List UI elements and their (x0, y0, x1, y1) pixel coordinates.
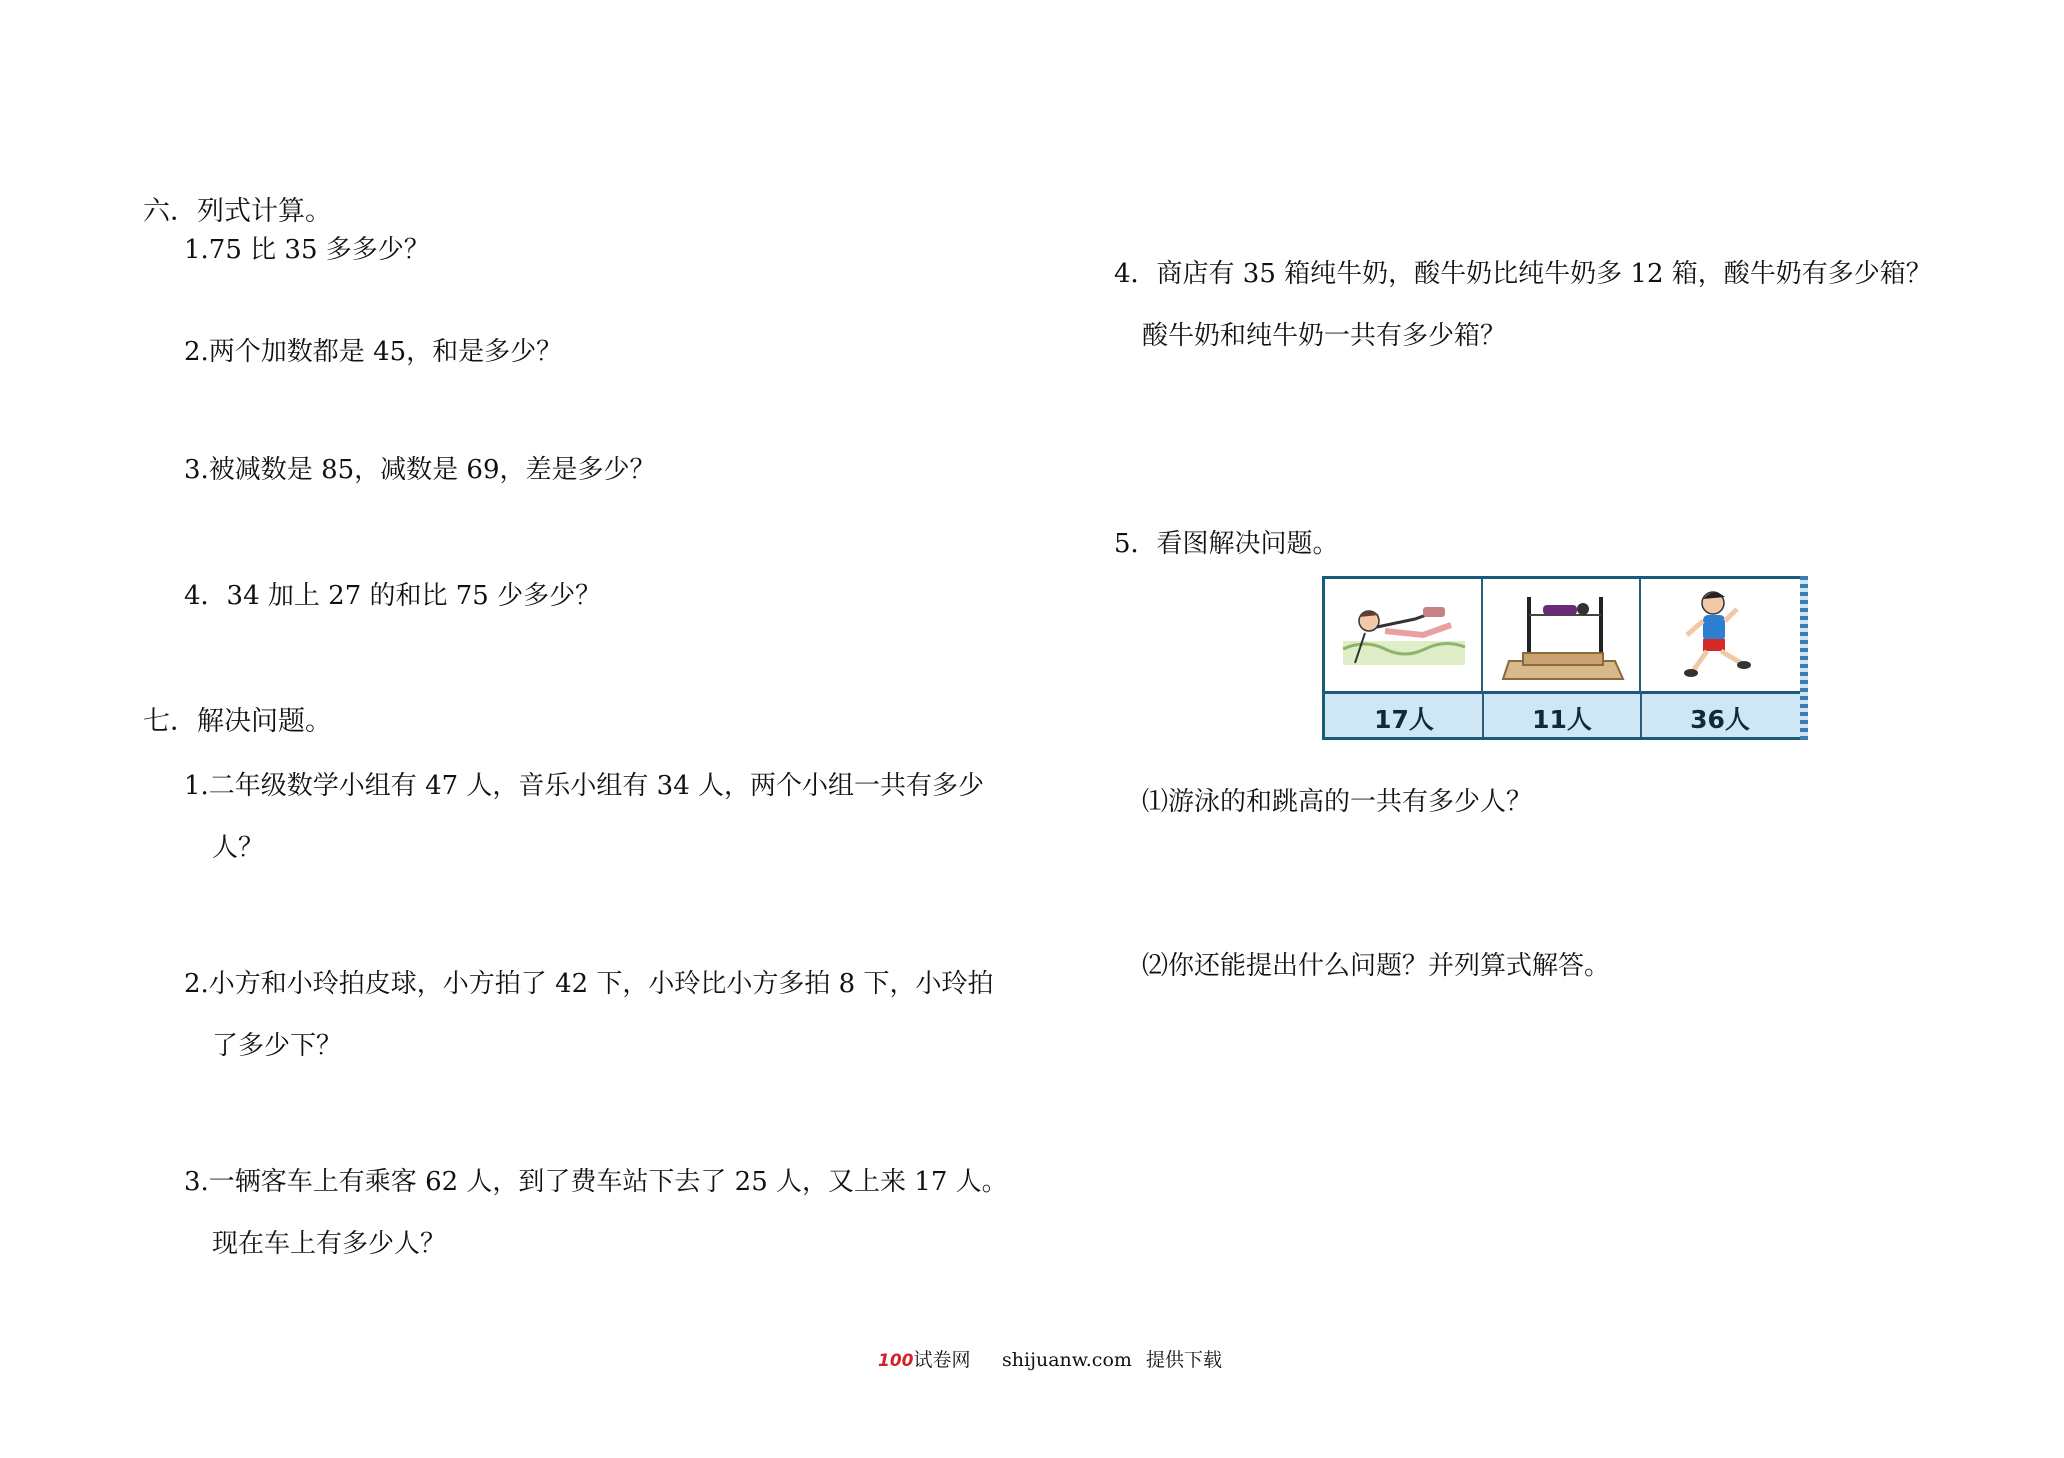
swimmer-icon (1325, 579, 1483, 691)
count-divider (1640, 691, 1642, 737)
section-7-title: 七．解决问题。 (143, 706, 332, 737)
question-6-1: 1.75 比 35 多多少？ (184, 235, 430, 265)
count-high-jump: 11人 (1532, 705, 1592, 734)
question-4-line-2: 酸牛奶和纯牛奶一共有多少箱？ (1142, 321, 1507, 351)
figure-cell-high-jump (1483, 579, 1641, 691)
figure-edge-strip (1800, 576, 1808, 740)
footer-site[interactable]: shijuanw.com (1002, 1349, 1132, 1371)
question-7-1-line-2: 人？ (212, 833, 265, 863)
question-7-2-line-1: 2.小方和小玲拍皮球，小方拍了 42 下，小玲比小方多拍 8 下，小玲拍 (184, 969, 994, 999)
question-5-title: 5．看图解决问题。 (1114, 529, 1339, 559)
footer-logo (878, 1348, 971, 1373)
figure-cell-running (1641, 579, 1799, 691)
count-swimming: 17人 (1374, 705, 1434, 734)
logo-number: 100 (878, 1351, 914, 1371)
question-6-3: 3.被减数是 85，减数是 69，差是多少？ (184, 455, 656, 485)
footer-note: 提供下载 (1146, 1349, 1223, 1371)
figure-cell-swimming (1325, 579, 1483, 691)
logo-text: 试卷网 (913, 1349, 971, 1371)
high-jump-icon (1483, 579, 1641, 691)
question-4-line-1: 4．商店有 35 箱纯牛奶，酸牛奶比纯牛奶多 12 箱，酸牛奶有多少箱？ (1114, 259, 1932, 289)
question-5-1: ⑴游泳的和跳高的一共有多少人？ (1142, 787, 1533, 817)
question-5-2: ⑵你还能提出什么问题？并列算式解答。 (1142, 951, 1611, 981)
question-7-1-line-1: 1.二年级数学小组有 47 人，音乐小组有 34 人，两个小组一共有多少 (184, 771, 985, 801)
runner-icon (1641, 579, 1799, 691)
question-6-2: 2.两个加数都是 45，和是多少？ (184, 337, 563, 367)
figure-count-row (1325, 691, 1801, 737)
question-7-3-line-2: 现在车上有多少人？ (212, 1229, 447, 1259)
section-6-title: 六．列式计算。 (143, 196, 332, 227)
count-divider (1482, 691, 1484, 737)
question-7-2-line-2: 了多少下？ (212, 1031, 343, 1061)
sports-figure-table (1322, 576, 1804, 740)
question-7-3-line-1: 3.一辆客车上有乘客 62 人，到了费车站下去了 25 人，又上来 17 人。 (184, 1167, 1008, 1197)
question-6-4: 4．34 加上 27 的和比 75 少多少？ (184, 581, 602, 611)
count-running: 36人 (1690, 705, 1750, 734)
